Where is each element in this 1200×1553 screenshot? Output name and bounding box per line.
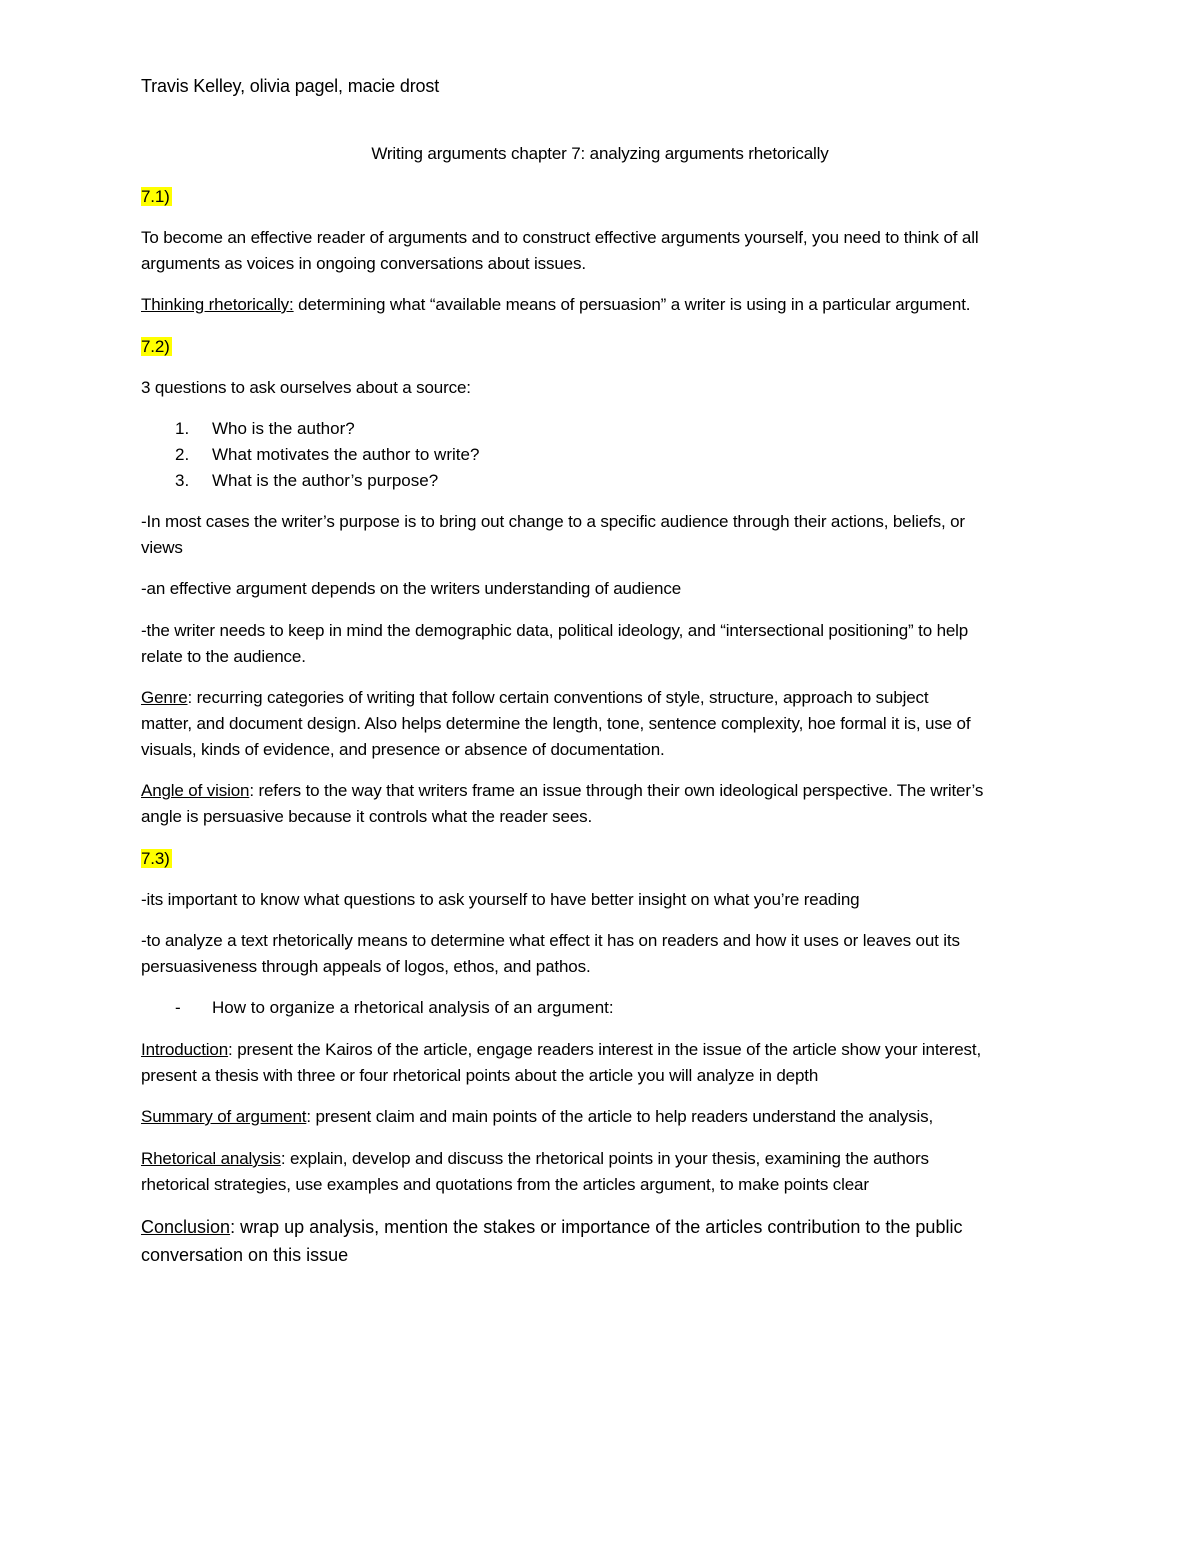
definition-text: : refers to the way that writers frame an issue through their own ideological perspective. The writer’s xyxy=(249,781,984,800)
definition-conclusion xyxy=(141,1214,1061,1240)
definition-genre xyxy=(141,685,1061,711)
document-title: Writing arguments chapter 7: analyzing arguments rhetorically xyxy=(371,144,829,163)
list-item: What is the author’s purpose? xyxy=(212,471,439,490)
paragraph-line: -its important to know what questions to ask yourself to have better insight on what you’re reading xyxy=(141,890,860,909)
highlighted-label: 7.1) xyxy=(141,187,170,206)
definition-summary-of-argument xyxy=(141,1104,1061,1130)
section-label-7-2 xyxy=(141,334,1061,360)
questions-intro: 3 questions to ask ourselves about a source: xyxy=(141,378,471,397)
definition-text: determining what “available means of persuasion” a writer is using in a particular argument. xyxy=(293,295,971,314)
term-summary-of-argument: Summary of argument xyxy=(141,1107,307,1126)
bullet-marker: - xyxy=(175,998,181,1017)
term-introduction: Introduction xyxy=(141,1040,229,1059)
paragraph-line: rhetorical strategies, use examples and quotations from the articles argument, to make points clear xyxy=(141,1175,869,1194)
highlighted-label: 7.3) xyxy=(141,849,170,868)
paragraph-line: present a thesis with three or four rhetorical points about the article you will analyze in depth xyxy=(141,1066,819,1085)
definition-text: : recurring categories of writing that follow certain conventions of style, structure, approach to subject xyxy=(187,688,929,707)
section-label-7-1 xyxy=(141,184,1061,210)
paragraph-line: arguments as voices in ongoing conversations about issues. xyxy=(141,254,586,273)
definition-text: : present the Kairos of the article, engage readers interest in the issue of the article show your interest, xyxy=(228,1040,982,1059)
term-genre: Genre xyxy=(141,688,188,707)
paragraph-line: To become an effective reader of arguments and to construct effective arguments yourself, you need to think of all xyxy=(141,228,979,247)
definition-text: : wrap up analysis, mention the stakes or importance of the articles contribution to the public xyxy=(230,1217,963,1237)
list-number: 2. xyxy=(175,445,190,464)
paragraph-line: matter, and document design. Also helps determine the length, tone, sentence complexity, hoe formal it is, use of xyxy=(141,714,971,733)
paragraph-line: -In most cases the writer’s purpose is to bring out change to a specific audience through their actions, beliefs, or xyxy=(141,512,965,531)
definition-introduction xyxy=(141,1037,1061,1063)
term-thinking-rhetorically: Thinking rhetorically: xyxy=(141,295,294,314)
list-number: 1. xyxy=(175,419,190,438)
definition-thinking-rhetorically xyxy=(141,292,1061,318)
bullet-item: How to organize a rhetorical analysis of an argument: xyxy=(212,998,614,1017)
list-item: What motivates the author to write? xyxy=(212,445,480,464)
paragraph-line: -an effective argument depends on the writers understanding of audience xyxy=(141,579,682,598)
paragraph-line: views xyxy=(141,538,183,557)
term-rhetorical-analysis: Rhetorical analysis xyxy=(141,1149,281,1168)
term-angle-of-vision: Angle of vision xyxy=(141,781,250,800)
section-label-7-3 xyxy=(141,846,1061,872)
paragraph-line: persuasiveness through appeals of logos, ethos, and pathos. xyxy=(141,957,591,976)
paragraph-line: relate to the audience. xyxy=(141,647,306,666)
paragraph-line: -to analyze a text rhetorically means to determine what effect it has on readers and how it uses or leaves out its xyxy=(141,931,960,950)
definition-angle-of-vision xyxy=(141,778,1061,804)
paragraph-line: visuals, kinds of evidence, and presence or absence of documentation. xyxy=(141,740,665,759)
list-number: 3. xyxy=(175,471,190,490)
definition-rhetorical-analysis xyxy=(141,1146,1061,1172)
definition-text: : explain, develop and discuss the rhetorical points in your thesis, examining the authors xyxy=(280,1149,929,1168)
paragraph-line: angle is persuasive because it controls what the reader sees. xyxy=(141,807,593,826)
term-conclusion: Conclusion xyxy=(141,1217,231,1237)
author-names: Travis Kelley, olivia pagel, macie drost xyxy=(141,76,440,96)
highlighted-label: 7.2) xyxy=(141,337,170,356)
definition-text: : present claim and main points of the article to help readers understand the analysis, xyxy=(306,1107,934,1126)
paragraph-line: conversation on this issue xyxy=(141,1245,349,1265)
list-item: Who is the author? xyxy=(212,419,355,438)
paragraph-line: -the writer needs to keep in mind the demographic data, political ideology, and “intersectional positioning” to help xyxy=(141,621,969,640)
